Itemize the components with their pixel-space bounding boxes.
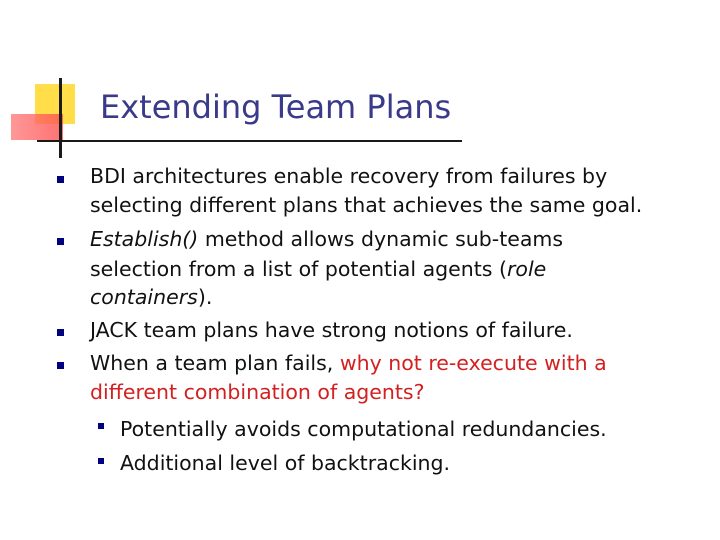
bullet-2-line-2 bbox=[90, 256, 546, 282]
slide-title: Extending Team Plans bbox=[100, 88, 452, 126]
bullet-2-line-3 bbox=[90, 284, 212, 310]
bullet-4-line-1 bbox=[90, 350, 607, 376]
role-term: role bbox=[506, 257, 547, 281]
bullet-4-line-2 bbox=[90, 379, 424, 405]
bullet-square-icon bbox=[57, 329, 64, 336]
bullet-2-line-3-rest: ). bbox=[197, 285, 213, 309]
title-underline bbox=[37, 140, 462, 142]
bullet-4-line-1-text: When a team plan fails, bbox=[90, 351, 340, 375]
bullet-square-icon bbox=[57, 176, 64, 183]
sub-bullet-square-icon bbox=[98, 458, 104, 464]
bullet-square-icon bbox=[57, 362, 64, 369]
bullet-square-icon bbox=[57, 238, 64, 245]
bullet-1-line-1: BDI architectures enable recovery from failures by bbox=[90, 164, 608, 188]
bullet-2-line-1 bbox=[90, 226, 563, 252]
containers-term: containers bbox=[90, 285, 198, 309]
sub-bullet-2: Additional level of backtracking. bbox=[120, 451, 451, 475]
sub-bullet-square-icon bbox=[98, 423, 104, 429]
bullet-4-highlight-cont: different combination of agents? bbox=[90, 380, 425, 404]
bullet-1-line-2: selecting different plans that achieves the same goal. bbox=[90, 193, 643, 217]
sub-bullet-1: Potentially avoids computational redundancies. bbox=[120, 417, 607, 441]
title-ornament-vertical-line bbox=[59, 78, 62, 158]
method-name: Establish() bbox=[90, 227, 199, 251]
bullet-2-line-1-rest: method allows dynamic sub-teams bbox=[198, 227, 564, 251]
bullet-2-line-2-text: selection from a list of potential agents ( bbox=[90, 257, 507, 281]
bullet-3-line-1: JACK team plans have strong notions of failure. bbox=[90, 318, 573, 342]
title-ornament-red-bar bbox=[11, 114, 63, 140]
bullet-4-highlight: why not re-execute with a bbox=[339, 351, 607, 375]
